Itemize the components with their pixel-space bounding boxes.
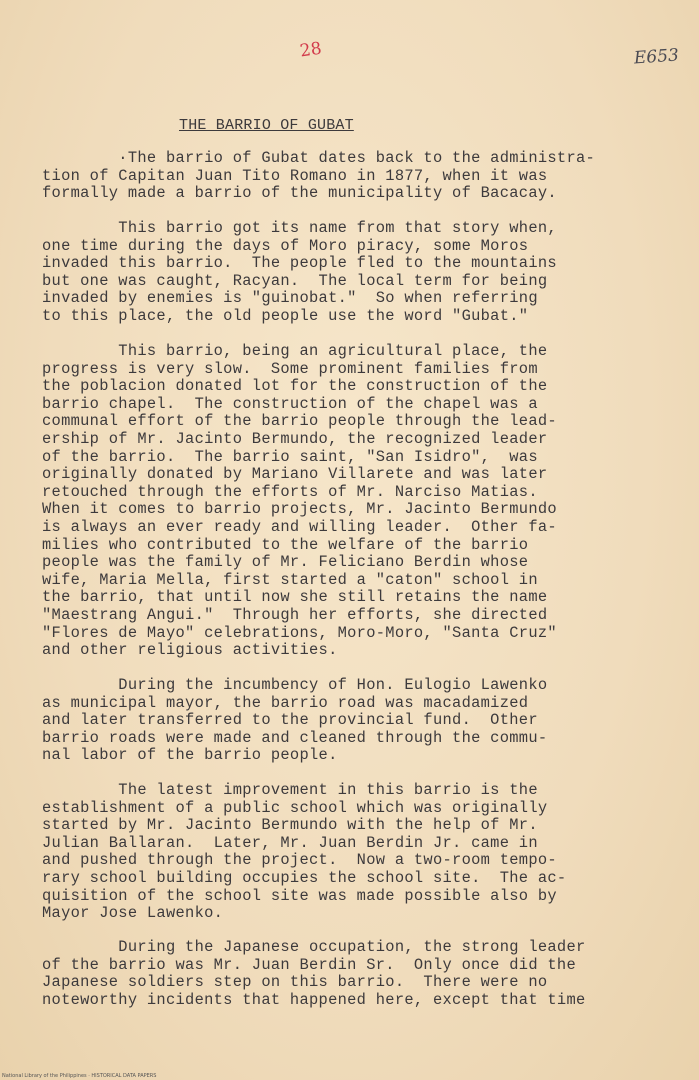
archive-footer: National Library of the Philippines · HISTORICAL DATA PAPERS: [2, 1073, 157, 1079]
paragraph-chapel: This barrio, being an agricultural place, the progress is very slow. Some prominent families from the poblacion donated lot for the construction of the barrio chapel. The construction of the chapel was a communal effort of the barrio people through the lead- ership of Mr. Jacinto Bermundo, the recognized leader of the barrio. The barrio saint, "San Isidro", was originally donated by Mariano Villarete and was later retouched through the efforts of Mr. Narciso Matias. When it comes to barrio projects, Mr. Jacinto Bermundo is always an ever ready and willing leader. Other fa- milies who contributed to the welfare of the barrio people was the family of Mr. Feliciano Berdin whose wife, Maria Mella, first started a "caton" school in the barrio, that until now she still retains the name "Maestrang Angui." Through her efforts, she directed "Flores de Mayo" celebrations, Moro-Moro, "Santa Cruz" and other religious activities.: [42, 342, 557, 660]
paragraph-roads: During the incumbency of Hon. Eulogio Lawenko as municipal mayor, the barrio road was macadamized and later transferred to the provincial fund. Other barrio roads were made and cleaned through the commu- nal labor of the barrio people.: [42, 676, 548, 765]
document-title: THE BARRIO OF GUBAT: [179, 117, 354, 134]
paragraph-school: The latest improvement in this barrio is the establishment of a public school which was originally started by Mr. Jacinto Bermundo with the help of Mr. Julian Ballaran. Later, Mr. Juan Berdin Jr. came in and pushed through the project. Now a two-room tempo- rary school building occupies the school site. The ac- quisition of the school site was made possible also by Mayor Jose Lawenko.: [42, 781, 567, 923]
paragraph-japanese-occupation: During the Japanese occupation, the strong leader of the barrio was Mr. Juan Berdin Sr. Only once did the Japanese soldiers step on this barrio. There were no noteworthy incidents that happened here, except that time: [42, 938, 586, 1009]
paragraph-history: ·The barrio of Gubat dates back to the administra- tion of Capitan Juan Tito Romano in 1877, when it was formally made a barrio of the municipality of Bacacay.: [42, 149, 596, 203]
paragraph-name-origin: This barrio got its name from that story when, one time during the days of Moro piracy, some Moros invaded this barrio. The people fled to the mountains but one was caught, Racyan. The local term for being invaded by enemies is "guinobat." So when referring to this place, the old people use the word "Gubat.": [42, 219, 557, 325]
page-number-annotation: 28: [298, 38, 323, 62]
reference-number-annotation: E653: [633, 45, 680, 69]
